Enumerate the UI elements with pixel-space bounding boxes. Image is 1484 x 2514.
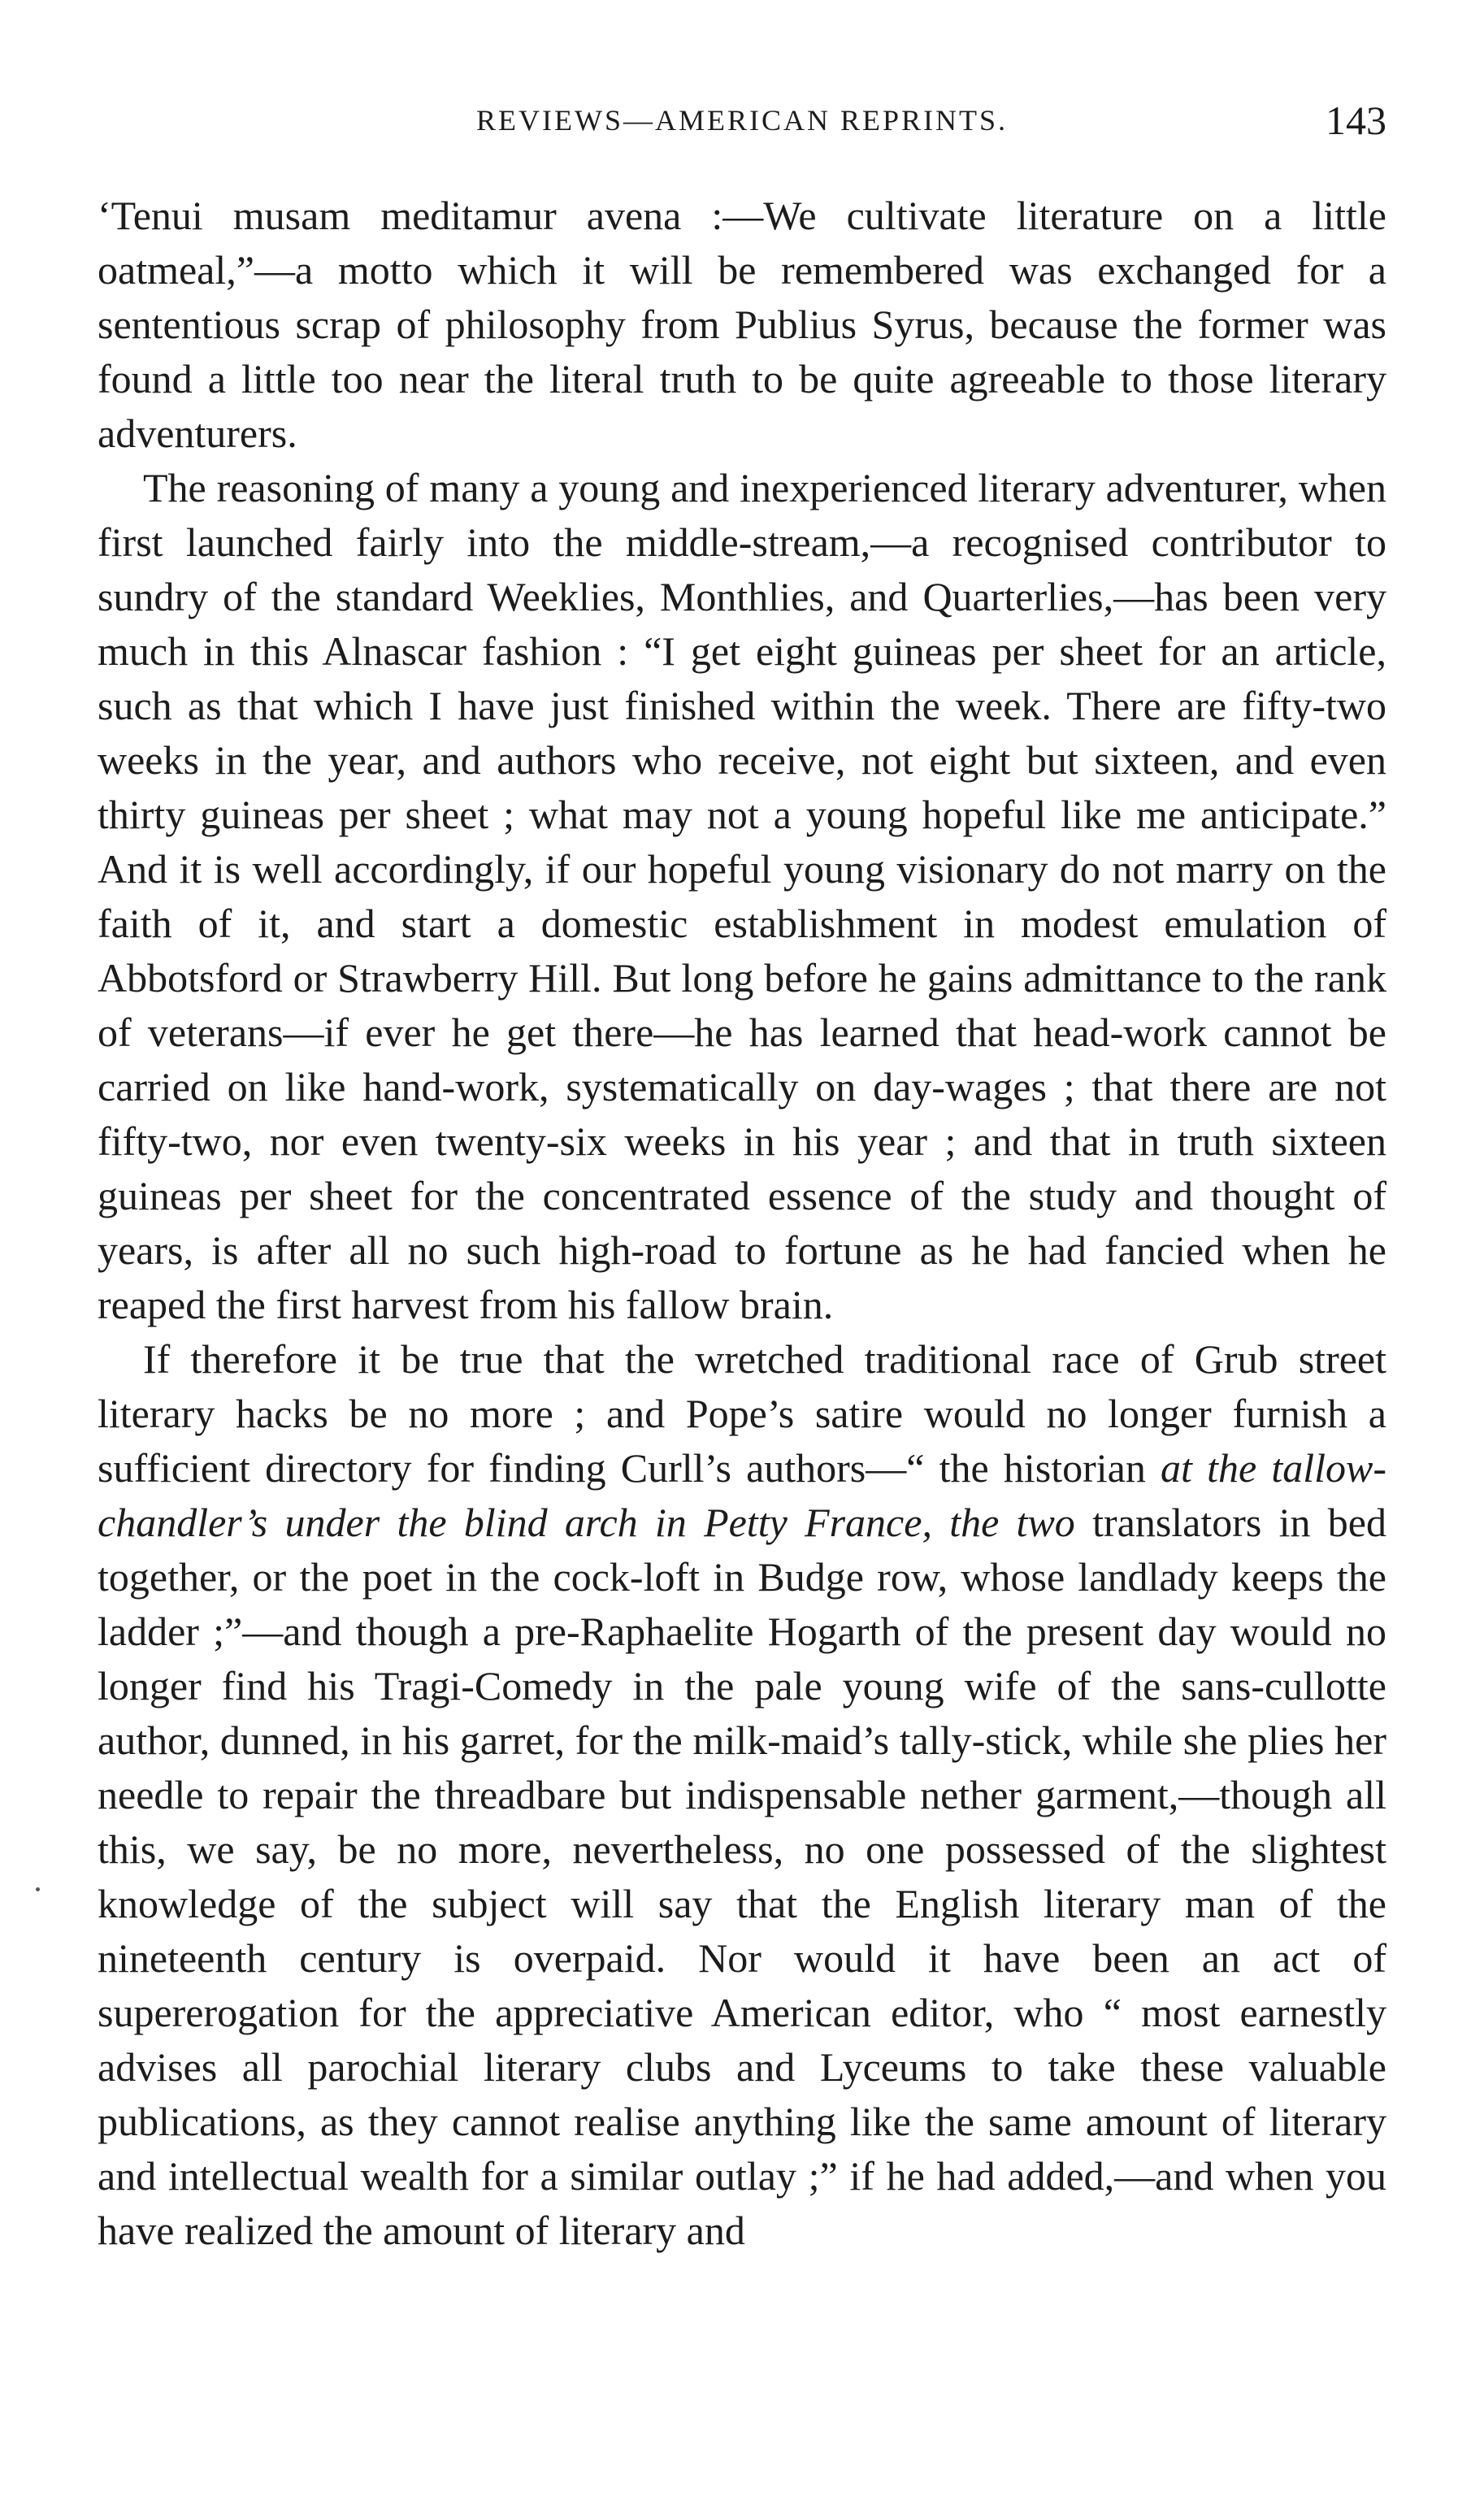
paragraph-1 (98, 189, 1386, 461)
paragraph-1-text: ‘Tenui musam meditamur avena :—We cultivate literature on a little oatmeal,”—a motto which it will be remembered was exchanged for a sententious scrap of philosophy from Publius Syrus, because the former was found a little too near the literal truth to be quite agreeable to those literary adventurers. (98, 193, 1386, 456)
paragraph-3-italic-quote: at the tallow-chandler’s under the blind arch in Petty France, the two (98, 1445, 1386, 1545)
text-body (98, 189, 1386, 2258)
running-title: REVIEWS—AMERICAN REPRINTS. (475, 104, 1009, 137)
page-number: 143 (1326, 98, 1386, 143)
margin-speck (36, 1887, 40, 1891)
paragraph-2-text: The reasoning of many a young and inexperienced literary adventurer, when first launched fairly into the middle-stream,—a recognised contributor to sundry of the standard Weeklies, Monthlies, and Quarterlies,—has been very much in this Alnascar fashion : “I get eight guineas per sheet for an article, such as that which I have just finished within the week. There are fifty-two weeks in the year, and authors who receive, not eight but sixteen, and even thirty guineas per sheet ; what may not a young hopeful like me anticipate.” And it is well accordingly, if our hopeful young visionary do not marry on the faith of it, and start a domestic establishment in modest emulation of Abbotsford or Strawberry Hill. But long before he gains admittance to the rank of veterans—if ever he get there—he has learned that head-work cannot be carried on like hand-work, systematically on day-wages ; that there are not fifty-two, nor even twenty-six weeks in his year ; and that in truth sixteen guineas per sheet for the concentrated essence of the study and thought of years, is after all no such high-road to fortune as he had fancied when he reaped the first harvest from his fallow brain. (98, 465, 1386, 1327)
running-head (98, 96, 1386, 145)
paragraph-3-text-a: If therefore it be true that the wretched traditional race of Grub street literary hacks be no more ; and Pope’s satire would no longer furnish a sufficient directory for finding Curll’s authors—“ the historian (98, 1336, 1386, 1491)
paragraph-2 (98, 461, 1386, 1332)
paragraph-3 (98, 1332, 1386, 2258)
paragraph-3-text-b: translators in bed together, or the poet in the cock-loft in Budge row, whose landlady keeps the ladder ;”—and though a pre-Raphaelite Hogarth of the present day would no longer find his Tragi-Comedy in the pale young wife of the sans-cullotte author, dunned, in his garret, for the milk-maid’s tally-stick, while she plies her needle to repair the threadbare but indispensable nether garment,—though all this, we say, be no more, nevertheless, no one possessed of the slightest knowledge of the subject will say that the English literary man of the nineteenth century is overpaid. Nor would it have been an act of supererogation for the appreciative American editor, who “ most earnestly advises all parochial literary clubs and Lyceums to take these valuable publications, as they cannot realise anything like the same amount of literary and intellectual wealth for a similar outlay ;” if he had added,—and when you have realized the amount of literary and (98, 1500, 1386, 2253)
